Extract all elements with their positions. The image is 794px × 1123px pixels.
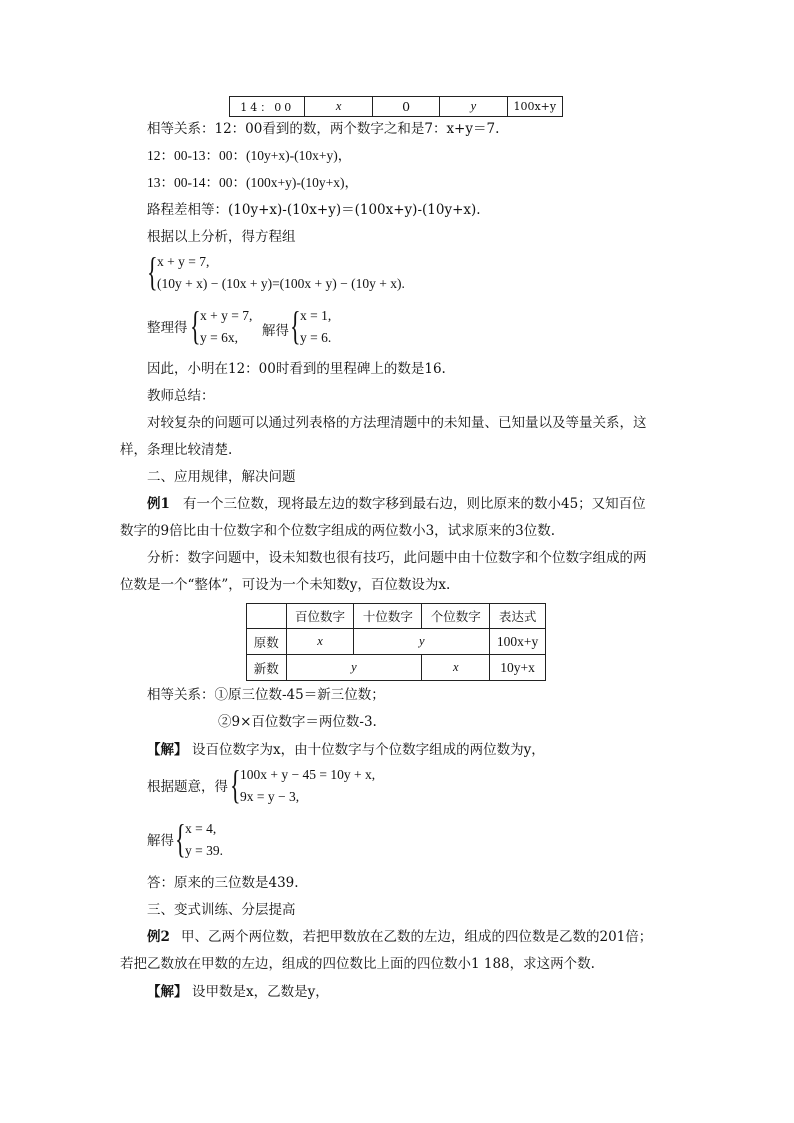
equation-line: y = 39.	[185, 843, 223, 858]
answer-line: 答：原来的三位数是439.	[147, 875, 299, 891]
distance-equal-line: 路程差相等：(10y+x)-(10x+y)＝(100x+y)-(10y+x).	[147, 202, 481, 218]
section-heading-2: 二、应用规律，解决问题	[147, 469, 296, 485]
simplify-label: 整理得	[147, 320, 188, 336]
example-2-label: 例2	[147, 929, 170, 945]
solve-label: 解得	[262, 323, 289, 339]
example-1-text-2: 数字的9倍比由十位数字和个位数字组成的两位数小3，试求原来的3位数.	[120, 523, 556, 539]
equation-line: x = 1,	[300, 308, 332, 323]
table-cell: y	[286, 655, 422, 681]
analysis-text-2: 位数是一个“整体”，可设为一个未知数y，百位数设为x.	[120, 577, 451, 593]
section-heading-3: 三、变式训练、分层提高	[147, 902, 296, 918]
top-table-cell: x	[305, 97, 372, 117]
brace-icon: {	[230, 762, 241, 807]
by-problem-label: 根据题意，得	[147, 779, 228, 795]
table-cell: 新数	[247, 655, 287, 681]
summary-text-1: 对较复杂的问题可以通过列表格的方法理清题中的未知量、已知量以及等量关系，这	[147, 415, 647, 431]
expr-line-2: 13：00-14：00：(100x+y)-(10y+x)，	[147, 175, 358, 190]
conclusion-line: 因此，小明在12：00时看到的里程碑上的数是16.	[147, 361, 446, 377]
solution-2-label: 【解】	[147, 984, 188, 1000]
table-header-cell: 个位数字	[422, 604, 490, 629]
top-table	[229, 96, 563, 117]
solution-2-text: 设甲数是x，乙数是y，	[192, 984, 329, 1000]
equation-line: (10y + x) − (10x + y)=(100x + y) − (10y + x).	[157, 276, 405, 291]
table-cell: 100x+y	[490, 629, 546, 655]
table-header-cell: 表达式	[490, 604, 546, 629]
table-header-cell	[247, 604, 287, 629]
example-1-text-1: 有一个三位数，现将最左边的数字移到最右边，则比原来的数小45；又知百位	[183, 496, 646, 512]
equal-relation-line: 相等关系：12：00看到的数，两个数字之和是7：x+y＝7.	[147, 121, 500, 137]
solution-label: 【解】	[147, 742, 188, 758]
equal-relation-1: 相等关系：①原三位数-45＝新三位数；	[147, 687, 385, 703]
top-table-cell: 14：00	[230, 97, 305, 117]
brace-icon: {	[290, 303, 301, 348]
equation-line: 9x = y − 3,	[240, 789, 300, 804]
brace-icon: {	[190, 303, 201, 348]
table-cell: y	[354, 629, 490, 655]
equation-line: y = 6x,	[200, 330, 238, 345]
table-cell: x	[422, 655, 490, 681]
brace-icon: {	[175, 816, 186, 861]
table-cell: x	[286, 629, 354, 655]
analysis-line: 根据以上分析，得方程组	[147, 229, 296, 245]
equation-line: x + y = 7,	[200, 308, 253, 323]
equation-line: 100x + y − 45 = 10y + x,	[240, 767, 376, 782]
equation-line: x + y = 7,	[157, 254, 210, 269]
table-header-cell: 百位数字	[286, 604, 354, 629]
example-2-text-2: 若把乙数放在甲数的左边，组成的四位数比上面的四位数小1 188，求这两个数.	[120, 956, 595, 972]
teacher-summary-heading: 教师总结：	[147, 388, 215, 404]
top-table-cell: 0	[372, 97, 439, 117]
digit-table	[246, 603, 546, 681]
analysis-text-1: 分析：数字问题中，设未知数也很有技巧，此问题中由十位数字和个位数字组成的两	[147, 550, 647, 566]
equation-line: y = 6.	[300, 330, 332, 345]
brace-icon: {	[147, 249, 158, 294]
example-2-text-1: 甲、乙两个两位数，若把甲数放在乙数的左边，组成的四位数是乙数的201倍；	[181, 929, 653, 945]
table-cell: 10y+x	[490, 655, 546, 681]
table-cell: 原数	[247, 629, 287, 655]
solve-label-2: 解得	[147, 833, 174, 849]
equation-line: x = 4,	[185, 821, 217, 836]
top-table-cell: 100x+y	[507, 97, 562, 117]
solution-text: 设百位数字为x，由十位数字与个位数字组成的两位数为y，	[192, 742, 545, 758]
summary-text-2: 样，条理比较清楚.	[120, 442, 233, 458]
example-1-label: 例1	[147, 496, 170, 512]
top-table-cell: y	[440, 97, 507, 117]
table-header-cell: 十位数字	[354, 604, 422, 629]
equal-relation-2: ②9×百位数字＝两位数-3.	[218, 714, 377, 730]
expr-line-1: 12：00-13：00：(10y+x)-(10x+y)，	[147, 148, 352, 163]
